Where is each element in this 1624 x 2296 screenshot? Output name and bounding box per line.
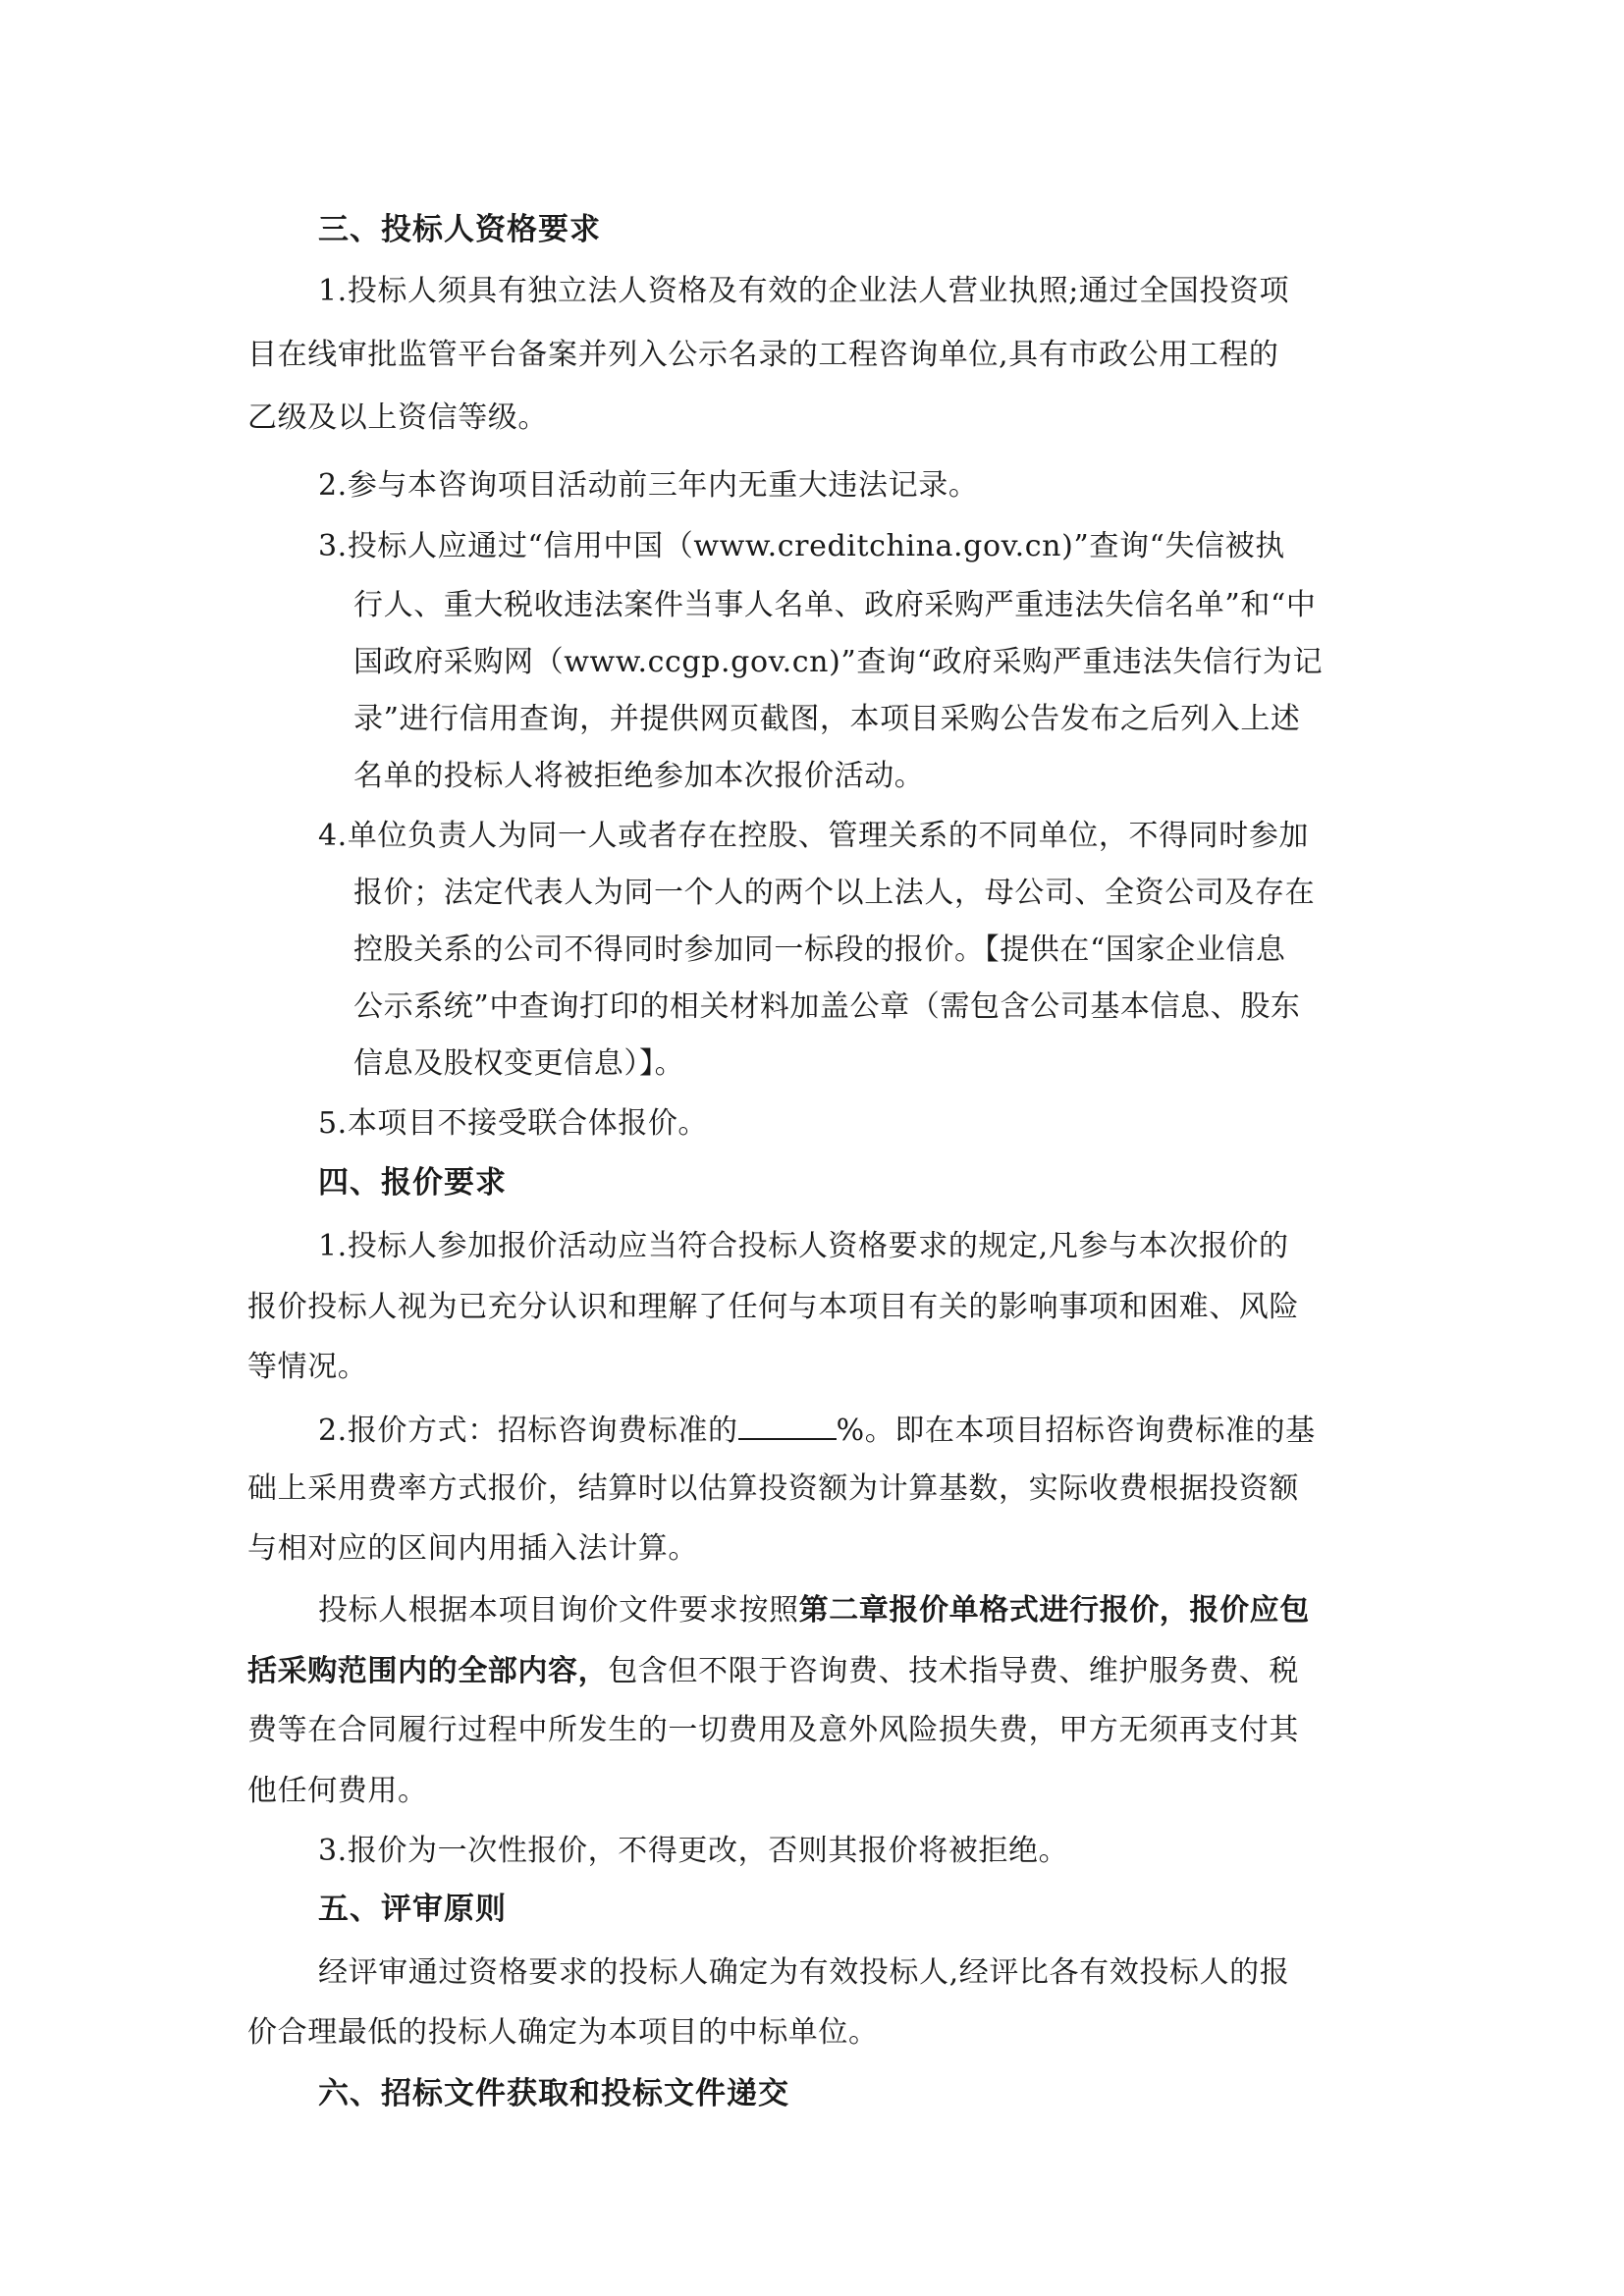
s4-item1-line3: 等情况。 [247,1350,368,1384]
s3-item4-line5: 信息及股权变更信息）】。 [353,1046,685,1081]
s3-item5-line1: 5.本项目不接受联合体报价。 [318,1106,709,1141]
s4-para-line1-bold: 第二章报价单格式进行报价，报价应包 [798,1593,1310,1628]
s3-item3-line1: 3.投标人应通过“信用中国（www.creditchina.gov.cn)”查询“失信被执 [318,529,1285,563]
s3-item2-line1: 2.参与本咨询项目活动前三年内无重大违法记录。 [318,468,979,503]
s3-item3-line5: 名单的投标人将被拒绝参加本次报价活动。 [353,759,925,793]
section5-heading: 五、评审原则 [318,1892,507,1927]
s3-item1-line1: 1.投标人须具有独立法人资格及有效的企业法人营业执照;通过全国投资项 [318,274,1290,308]
s5-line2: 价合理最低的投标人确定为本项目的中标单位。 [247,2015,879,2050]
s4-item1-line1: 1.投标人参加报价活动应当符合投标人资格要求的规定,凡参与本次报价的 [318,1229,1289,1263]
s4-para-line2-bold: 括采购范围内的全部内容， [247,1654,609,1688]
section4-heading: 四、报价要求 [318,1165,507,1201]
fee-rate-blank [738,1409,837,1440]
s4-item2-prefix: 2.报价方式：招标咨询费标准的 [318,1414,738,1448]
s4-para-line4: 他任何费用。 [247,1774,428,1808]
s3-item1-line2: 目在线审批监管平台备案并列入公示名录的工程咨询单位,具有市政公用工程的 [247,338,1279,372]
s3-item4-line1: 4.单位负责人为同一人或者存在控股、管理关系的不同单位，不得同时参加 [318,819,1310,853]
s3-item4-line2: 报价；法定代表人为同一个人的两个以上法人，母公司、全资公司及存在 [353,876,1316,910]
s4-item2-suffix: %。即在本项目招标咨询费标准的基 [836,1414,1316,1448]
s4-para-line3: 费等在合同履行过程中所发生的一切费用及意外风险损失费，甲方无须再支付其 [247,1713,1299,1747]
section6-heading: 六、招标文件获取和投标文件递交 [318,2076,789,2111]
s3-item3-line2: 行人、重大税收违法案件当事人名单、政府采购严重违法失信名单”和“中 [353,588,1317,622]
s3-item3-line4: 录”进行信用查询，并提供网页截图，本项目采购公告发布之后列入上述 [353,702,1301,736]
s5-line1: 经评审通过资格要求的投标人确定为有效投标人,经评比各有效投标人的报 [318,1955,1290,1990]
s4-item3-line1: 3.报价为一次性报价，不得更改，否则其报价将被拒绝。 [318,1834,1069,1868]
s3-item3-line3: 国政府采购网（www.ccgp.gov.cn)”查询“政府采购严重违法失信行为记 [353,645,1324,679]
s3-item1-line3: 乙级及以上资信等级。 [247,400,548,435]
s3-item4-line4: 公示系统”中查询打印的相关材料加盖公章（需包含公司基本信息、股东 [353,989,1301,1024]
s4-para-line1 [318,1591,1310,1630]
s4-para-line2 [247,1652,1299,1691]
s3-item4-line3: 控股关系的公司不得同时参加同一标段的报价。【提供在“国家企业信息 [353,933,1286,967]
s4-item1-line2: 报价投标人视为已充分认识和理解了任何与本项目有关的影响事项和困难、风险 [247,1290,1299,1324]
s4-item2-line2: 础上采用费率方式报价，结算时以估算投资额为计算基数，实际收费根据投资额 [247,1471,1299,1506]
s4-item2-line3: 与相对应的区间内用插入法计算。 [247,1531,698,1566]
s4-para-line1-normal: 投标人根据本项目询价文件要求按照 [318,1593,799,1628]
s4-item2-line1 [318,1409,1316,1451]
s4-para-line2-normal: 包含但不限于咨询费、技术指导费、维护服务费、税 [608,1654,1300,1688]
section3-heading: 三、投标人资格要求 [318,212,601,247]
